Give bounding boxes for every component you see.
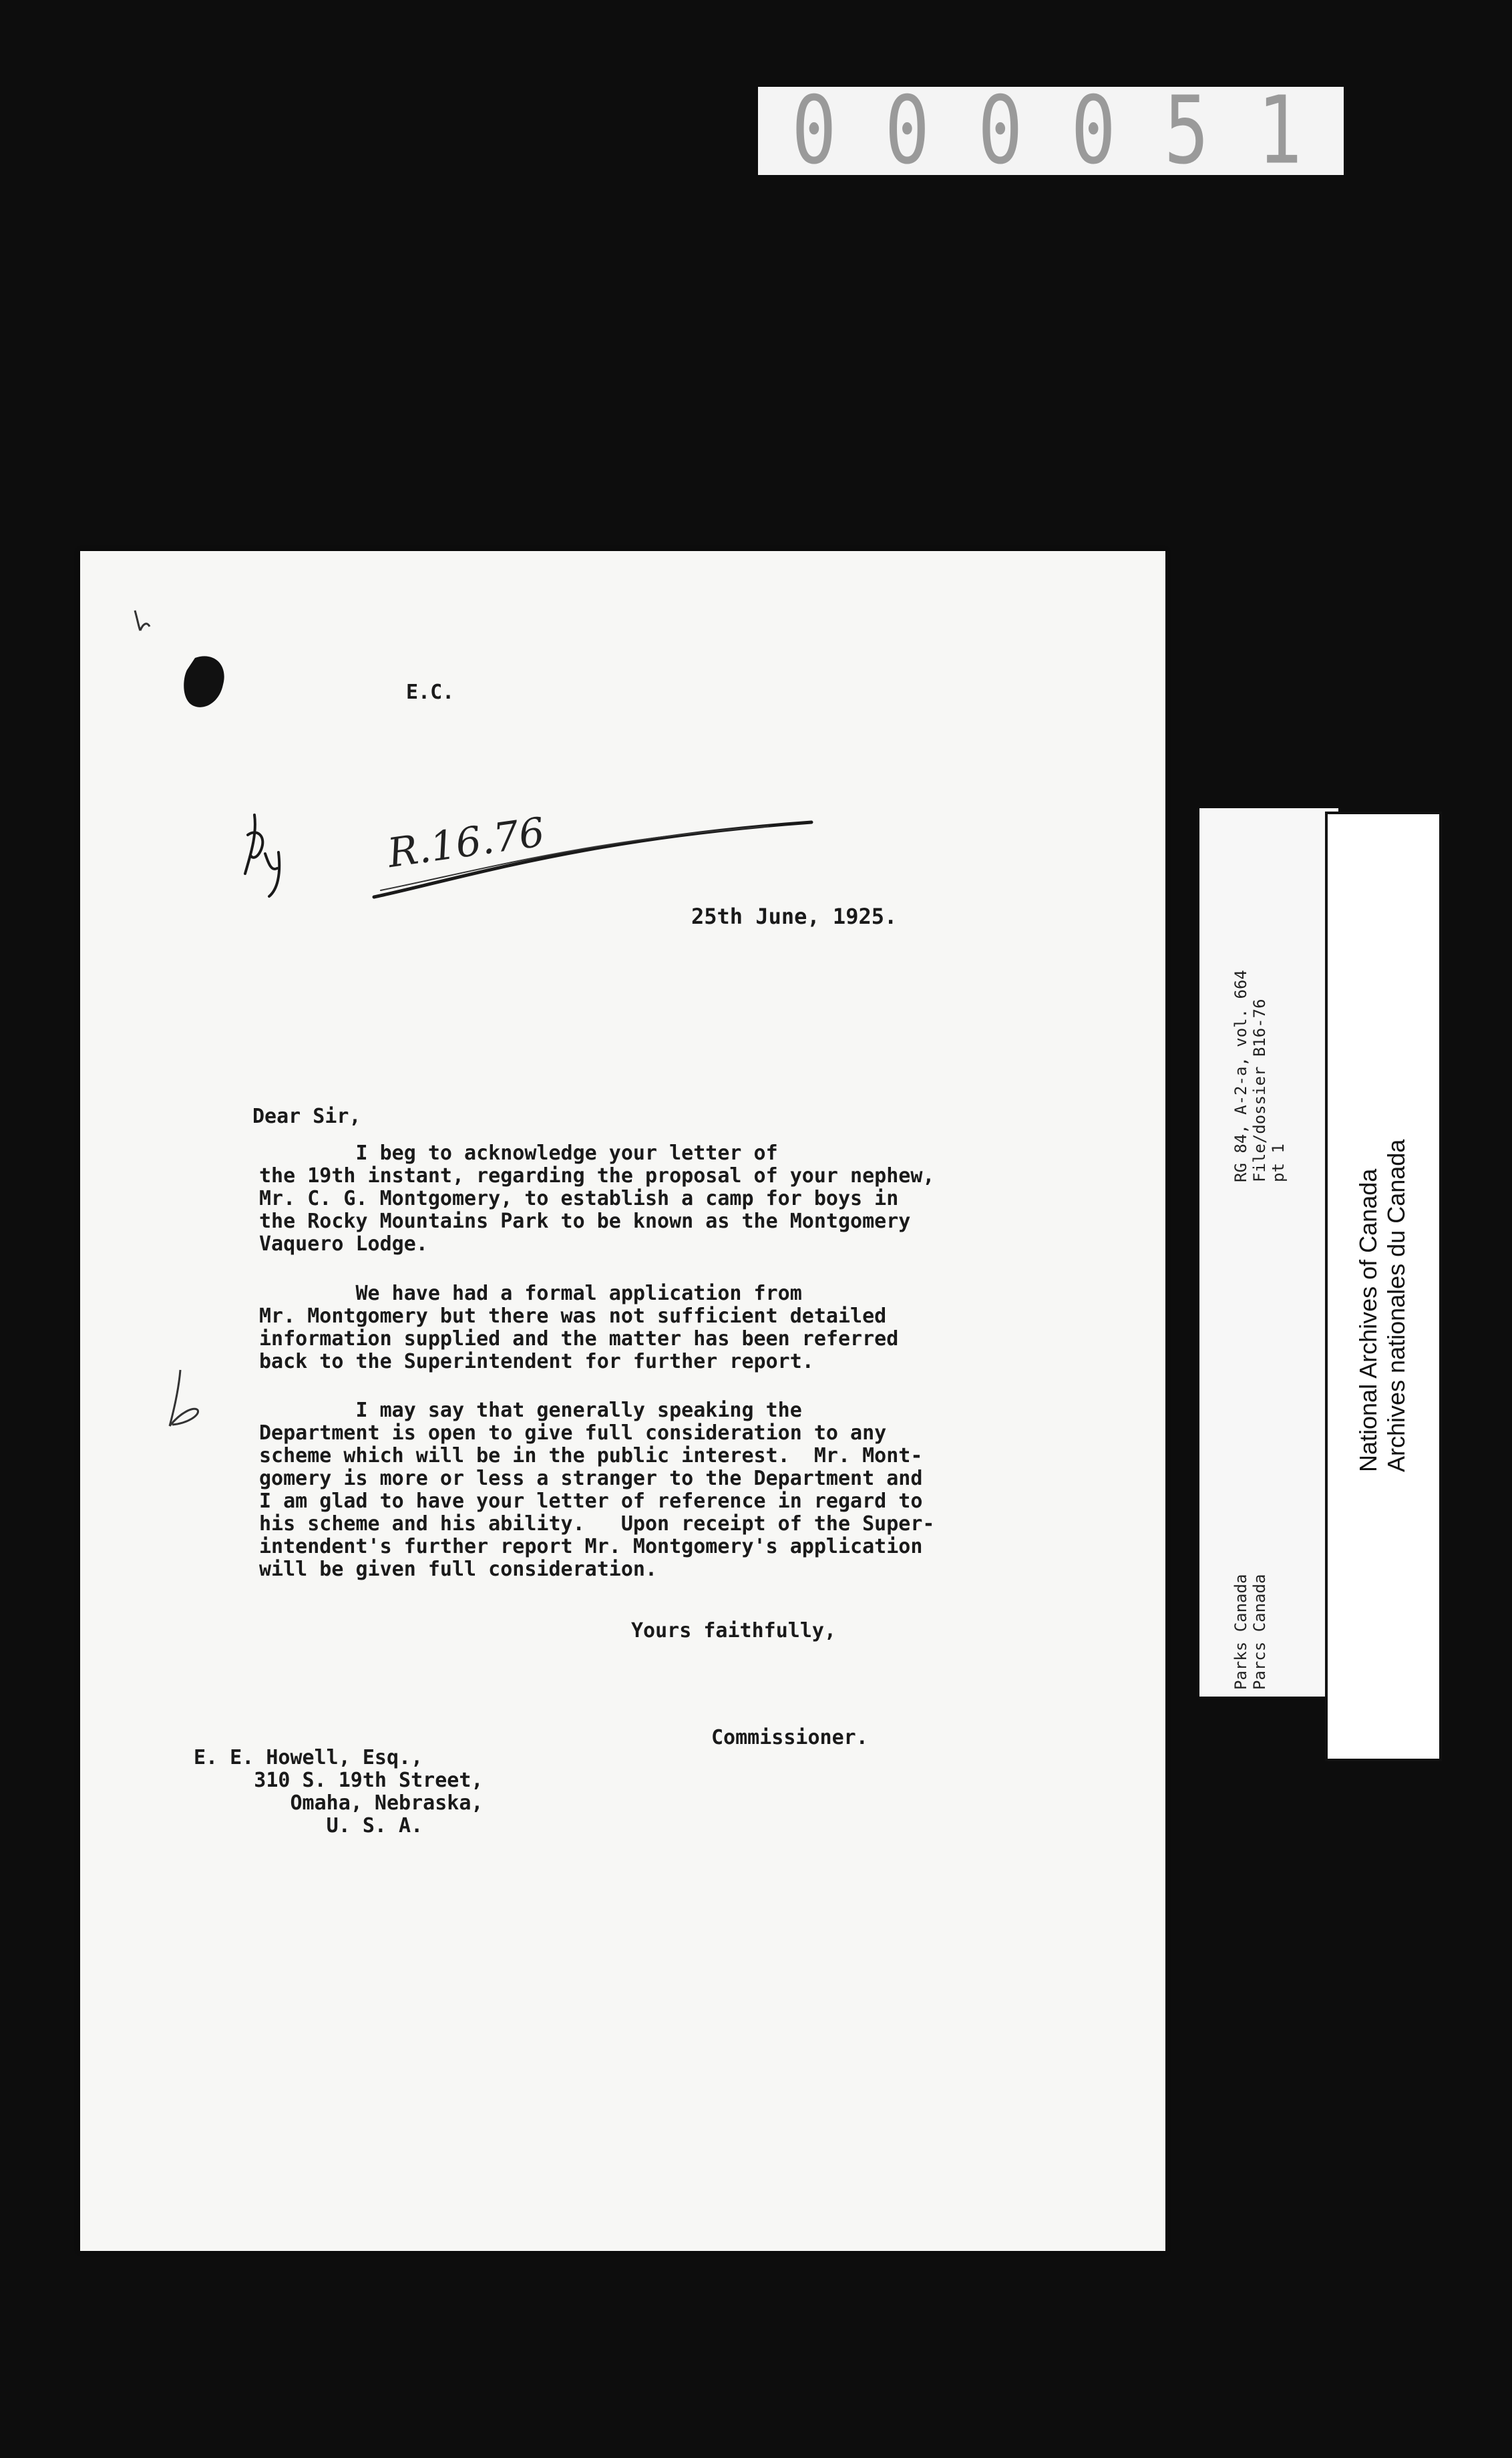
paragraph-line: information supplied and the matter has been referred <box>259 1327 899 1351</box>
paragraph-3 <box>259 1399 934 1581</box>
signature-title: Commissioner. <box>711 1726 868 1749</box>
fonds-line-1: RG 84, A-2-a, vol. 664 <box>1232 970 1250 1182</box>
address-line: Omaha, Nebraska, <box>194 1791 484 1815</box>
address-line: U. S. A. <box>194 1814 423 1837</box>
paragraph-line: scheme which will be in the public interest. Mr. Mont- <box>259 1444 923 1467</box>
letter-page <box>80 551 1165 2251</box>
paragraph-1 <box>259 1142 934 1256</box>
address-line: 310 S. 19th Street, <box>194 1769 484 1792</box>
fonds-line-3: pt 1 <box>1269 1144 1288 1182</box>
paragraph-line: I may say that generally speaking the <box>259 1399 802 1422</box>
frame-number-box <box>758 76 1350 186</box>
reference-code: E.C. <box>406 681 455 704</box>
paragraph-line: Mr. Montgomery but there was not sufficient detailed <box>259 1304 887 1328</box>
archive-name-en: National Archives of Canada <box>1354 1168 1382 1472</box>
recipient-address <box>194 1747 483 1837</box>
frame-number: 000051 <box>791 76 1350 186</box>
paragraph-line: the 19th instant, regarding the proposal of your nephew, <box>259 1164 935 1188</box>
closing: Yours faithfully, <box>631 1619 837 1642</box>
address-line: E. E. Howell, Esq., <box>194 1746 423 1769</box>
paragraph-line: will be given full consideration. <box>259 1558 658 1581</box>
handwritten-underline <box>367 798 821 905</box>
paragraph-line: intendent's further report Mr. Montgomery's application <box>259 1535 923 1558</box>
margin-pencil-mark <box>160 1366 207 1433</box>
archive-institution-card <box>1325 812 1442 1761</box>
paragraph-line: back to the Superintendent for further report. <box>259 1350 814 1373</box>
paragraph-line: Department is open to give full consideration to any <box>259 1421 887 1445</box>
paragraph-line: the Rocky Mountains Park to be known as the Montgomery <box>259 1210 911 1233</box>
paragraph-2 <box>259 1282 898 1373</box>
margin-tick-mark <box>132 608 152 635</box>
handwritten-file-ref: R.16.76 <box>385 808 548 878</box>
paragraph-line: gomery is more or less a stranger to the Department and <box>259 1467 923 1490</box>
archive-name-fr: Archives nationales du Canada <box>1382 1139 1410 1472</box>
hole-punch-mark <box>180 651 234 715</box>
paragraph-line: Mr. C. G. Montgomery, to establish a camp for boys in <box>259 1187 899 1210</box>
paragraph-line: Vaquero Lodge. <box>259 1232 428 1256</box>
handwritten-initials <box>230 802 311 902</box>
salutation: Dear Sir, <box>252 1105 361 1128</box>
fonds-line-2: File/dossier B16-76 <box>1250 999 1269 1182</box>
paragraph-line: I beg to acknowledge your letter of <box>259 1142 778 1165</box>
org-name-en: Parks Canada <box>1232 1574 1250 1690</box>
paragraph-line: We have had a formal application from <box>259 1282 802 1305</box>
archive-metadata-card <box>1199 808 1338 1697</box>
paragraph-line: I am glad to have your letter of reference in regard to <box>259 1489 923 1513</box>
letter-date: 25th June, 1925. <box>691 904 898 929</box>
org-name-fr: Parcs Canada <box>1250 1574 1269 1690</box>
paragraph-line: his scheme and his ability. Upon receipt of the Super- <box>259 1512 935 1536</box>
